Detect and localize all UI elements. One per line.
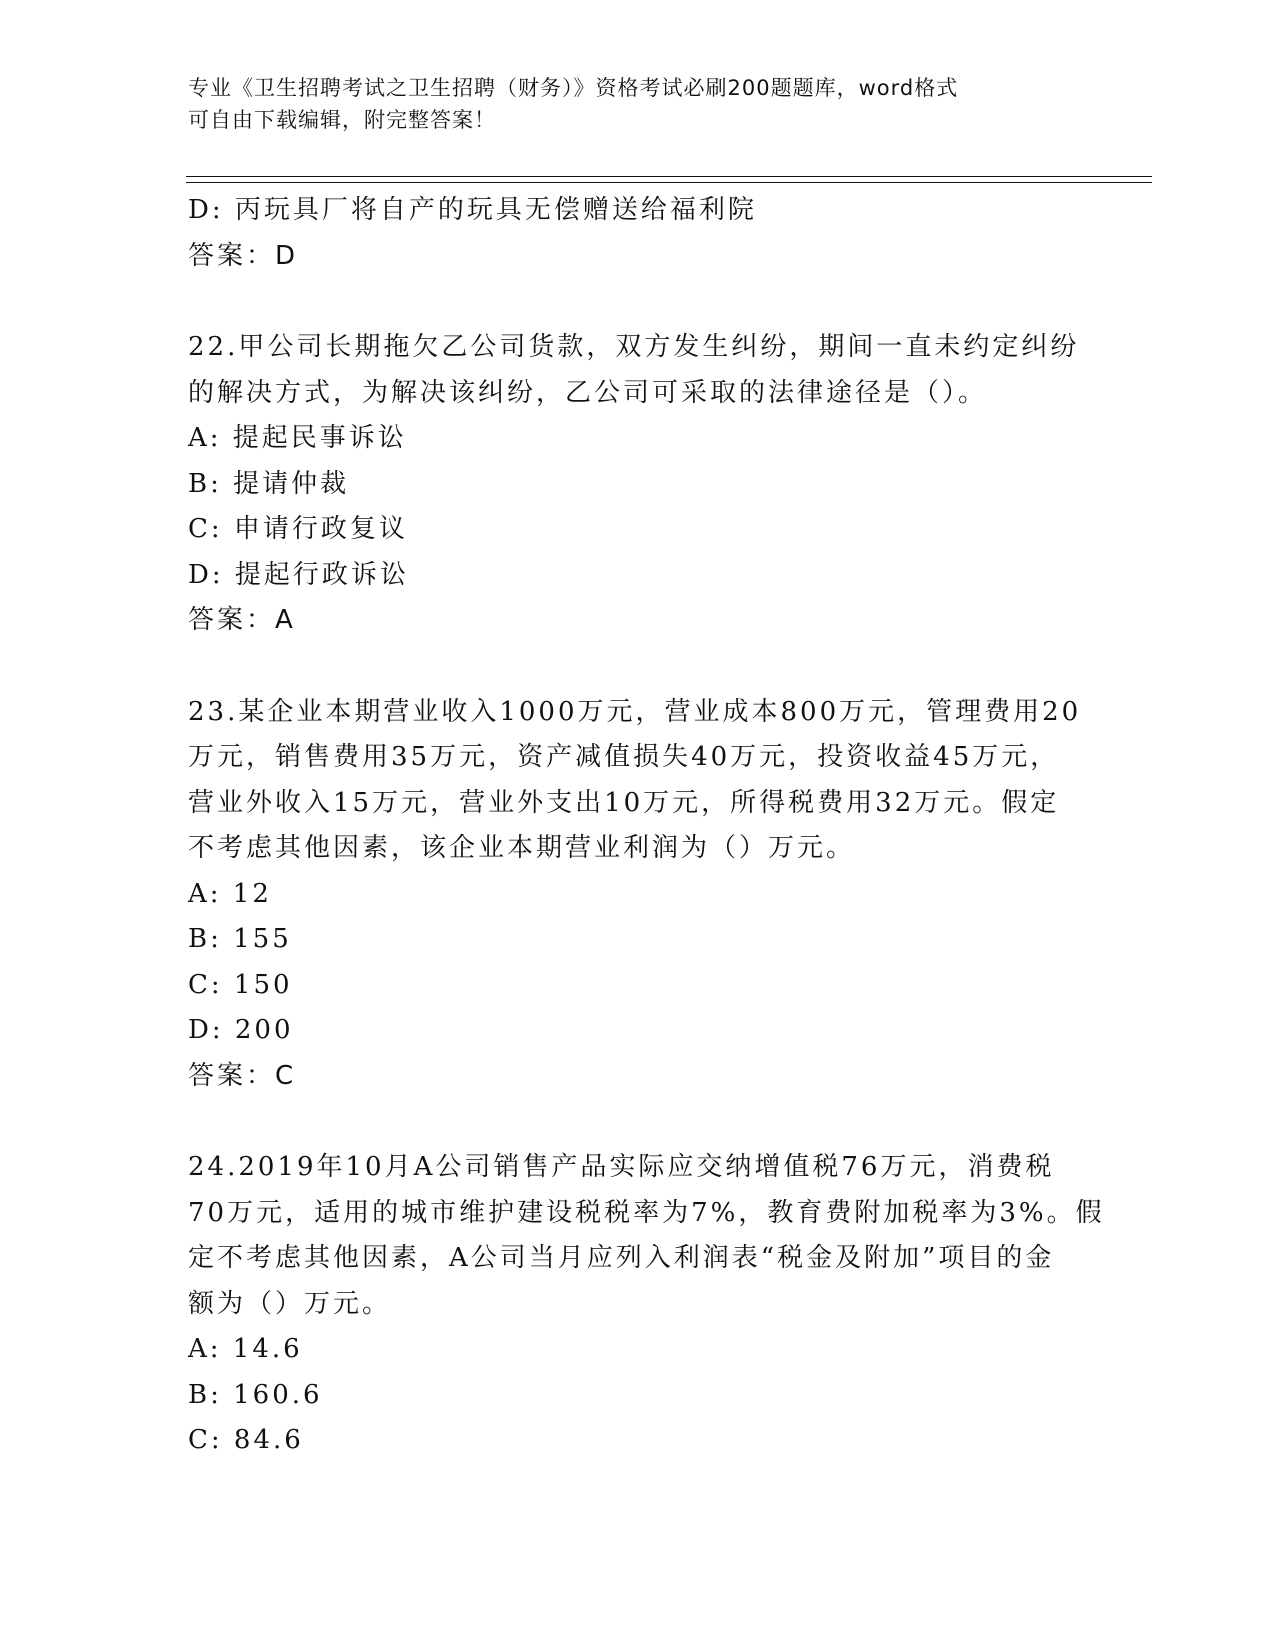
question-stem: 营业外收入15万元，营业外支出10万元，所得税费用32万元。假定 — [188, 787, 1060, 818]
header-title-line-2: 可自由下载编辑，附完整答案！ — [188, 108, 496, 132]
question-stem: 额为（）万元。 — [188, 1288, 392, 1319]
question-23 — [188, 690, 1088, 1100]
option-b: B: 155 — [188, 924, 292, 954]
document-header — [188, 72, 1088, 136]
option-c: C: 申请行政复议 — [188, 514, 408, 544]
answer-line: 答案：D — [188, 240, 299, 271]
spacer — [188, 1099, 1088, 1145]
answer-line: 答案：C — [188, 1060, 297, 1091]
question-24 — [188, 1145, 1105, 1464]
option-d: D: 提起行政诉讼 — [188, 559, 409, 590]
question-list — [188, 188, 1105, 1464]
answer-line: 答案：A — [188, 605, 296, 635]
question-stem: 70万元，适用的城市维护建设税税率为7%，教育费附加税率为3%。假 — [188, 1197, 1105, 1228]
header-divider-top — [186, 176, 1152, 177]
header-title-line-1: 专业《卫生招聘考试之卫生招聘（财务）》资格考试必刷200题题库，word格式 — [188, 76, 959, 100]
question-stem: 定不考虑其他因素，A公司当月应列入利润表“税金及附加”项目的金 — [188, 1243, 1055, 1273]
question-stem: 不考虑其他因素，该企业本期营业利润为（）万元。 — [188, 833, 856, 863]
option-a: A: 14.6 — [188, 1334, 303, 1364]
question-stem: 24.2019年10月A公司销售产品实际应交纳增值税76万元，消费税 — [188, 1152, 1055, 1182]
option-d: D: 200 — [188, 1015, 294, 1045]
spacer — [188, 279, 1088, 325]
option-b: B: 160.6 — [188, 1379, 323, 1410]
option-c: C: 150 — [188, 969, 293, 1000]
question-21 — [188, 188, 1088, 279]
option-b: B: 提请仲裁 — [188, 468, 350, 499]
question-stem: 万元，销售费用35万元，资产减值损失40万元，投资收益45万元， — [188, 742, 1060, 772]
option-a: A: 12 — [188, 878, 272, 909]
question-stem: 的解决方式，为解决该纠纷，乙公司可采取的法律途径是（）。 — [188, 377, 988, 408]
option-c: C: 84.6 — [188, 1425, 304, 1455]
option-a: A: 提起民事诉讼 — [188, 423, 407, 453]
option-d: D: 丙玩具厂将自产的玩具无偿赠送给福利院 — [188, 195, 757, 225]
header-divider-bottom — [186, 182, 1152, 183]
question-22 — [188, 325, 1088, 644]
question-stem: 22.甲公司长期拖欠乙公司货款，双方发生纠纷，期间一直未约定纠纷 — [188, 332, 1080, 362]
question-stem: 23.某企业本期营业收入1000万元，营业成本800万元，管理费用20 — [188, 696, 1082, 727]
spacer — [188, 644, 1088, 690]
